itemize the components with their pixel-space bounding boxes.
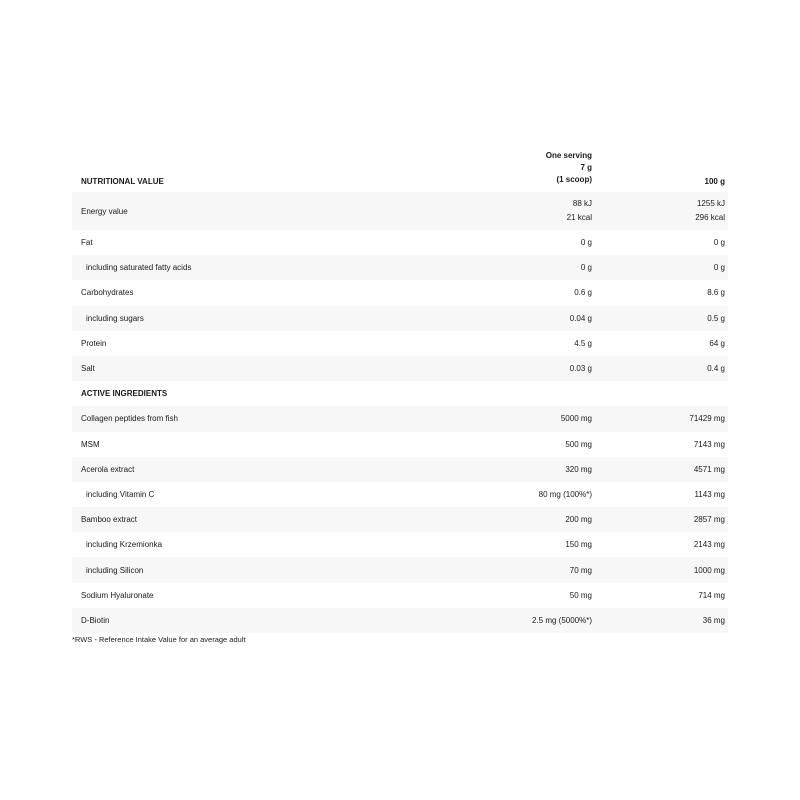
row-serving: 0.6 g: [574, 288, 592, 298]
table-row: [72, 557, 728, 582]
row-per100: 36 mg: [702, 615, 725, 625]
row-serving: 70 mg: [569, 565, 592, 575]
row-per100: 714 mg: [698, 590, 725, 600]
section-header-active: [72, 381, 728, 406]
row-serving: 200 mg: [565, 515, 592, 525]
row-label: including saturated fatty acids: [86, 263, 192, 273]
row-serving: 0.03 g: [569, 364, 592, 374]
footnote: *RWS - Reference Intake Value for an average adult: [72, 635, 246, 644]
header-serving: [392, 150, 592, 186]
energy-serving-kj: 88 kJ: [572, 199, 592, 208]
row-serving: 80 mg (100%*): [538, 489, 592, 499]
row-serving: 0 g: [580, 263, 592, 273]
row-label: D-Biotin: [81, 615, 110, 625]
energy-per100-kcal: 296 kcal: [695, 213, 725, 222]
row-per100: 0 g: [713, 263, 725, 273]
row-label: including Krzemionka: [86, 540, 163, 550]
header-serving-line2: 7 g: [580, 163, 592, 172]
row-label: Fat: [81, 238, 93, 248]
row-label: including sugars: [86, 313, 144, 323]
row-per100: 0.5 g: [707, 313, 725, 323]
row-label: MSM: [81, 439, 100, 449]
row-per100: [592, 197, 728, 225]
row-per100: 0 g: [713, 238, 725, 248]
energy-serving-kcal: 21 kcal: [566, 213, 592, 222]
table-row: [72, 230, 728, 255]
row-serving: 4.5 g: [574, 338, 592, 348]
table-row: [72, 608, 728, 633]
row-serving: 50 mg: [569, 590, 592, 600]
table-row: [72, 255, 728, 280]
row-per100: 1000 mg: [693, 565, 725, 575]
row-label: Protein: [81, 338, 107, 348]
header-serving-line1: One serving: [545, 151, 592, 160]
table-row: [72, 331, 728, 356]
table-row: [72, 457, 728, 482]
table-row: [72, 532, 728, 557]
row-serving: 150 mg: [565, 540, 592, 550]
header-label: NUTRITIONAL VALUE: [81, 177, 164, 186]
header-per100: 100 g: [704, 177, 725, 186]
row-per100: 1143 mg: [694, 489, 725, 499]
row-serving: 2.5 mg (5000%*): [531, 615, 592, 625]
nutrition-table: [72, 148, 728, 633]
row-per100: 4571 mg: [693, 464, 725, 474]
row-label: including Vitamin C: [86, 489, 155, 499]
row-label: including Silicon: [86, 565, 144, 575]
row-per100: 64 g: [709, 338, 725, 348]
table-row-energy: [72, 192, 728, 230]
table-row: [72, 432, 728, 457]
table-row: [72, 482, 728, 507]
table-header: [72, 148, 728, 192]
table-row: [72, 507, 728, 532]
row-label: Sodium Hyaluronate: [81, 590, 154, 600]
row-label: Collagen peptides from fish: [81, 414, 178, 424]
row-serving: 5000 mg: [560, 414, 592, 424]
energy-per100-kj: 1255 kJ: [696, 199, 725, 208]
header-serving-line3: (1 scoop): [556, 175, 592, 184]
table-row: [72, 583, 728, 608]
row-label: Carbohydrates: [81, 288, 134, 298]
row-per100: 0.4 g: [707, 364, 725, 374]
row-per100: 8.6 g: [707, 288, 725, 298]
row-serving: 500 mg: [565, 439, 592, 449]
row-serving: 0.04 g: [569, 313, 592, 323]
section-title: ACTIVE INGREDIENTS: [81, 389, 168, 399]
row-per100: 71429 mg: [689, 414, 725, 424]
row-serving: 320 mg: [565, 464, 592, 474]
row-label: Acerola extract: [81, 464, 135, 474]
row-serving: [392, 197, 592, 225]
row-serving: 0 g: [580, 238, 592, 248]
table-row: [72, 306, 728, 331]
row-per100: 7143 mg: [693, 439, 725, 449]
row-per100: 2143 mg: [693, 540, 725, 550]
row-label: Bamboo extract: [81, 515, 138, 525]
table-row: [72, 280, 728, 305]
row-per100: 2857 mg: [693, 515, 725, 525]
row-label: Salt: [81, 364, 95, 374]
table-row: [72, 356, 728, 381]
table-row: [72, 406, 728, 431]
row-label: Energy value: [81, 206, 128, 216]
